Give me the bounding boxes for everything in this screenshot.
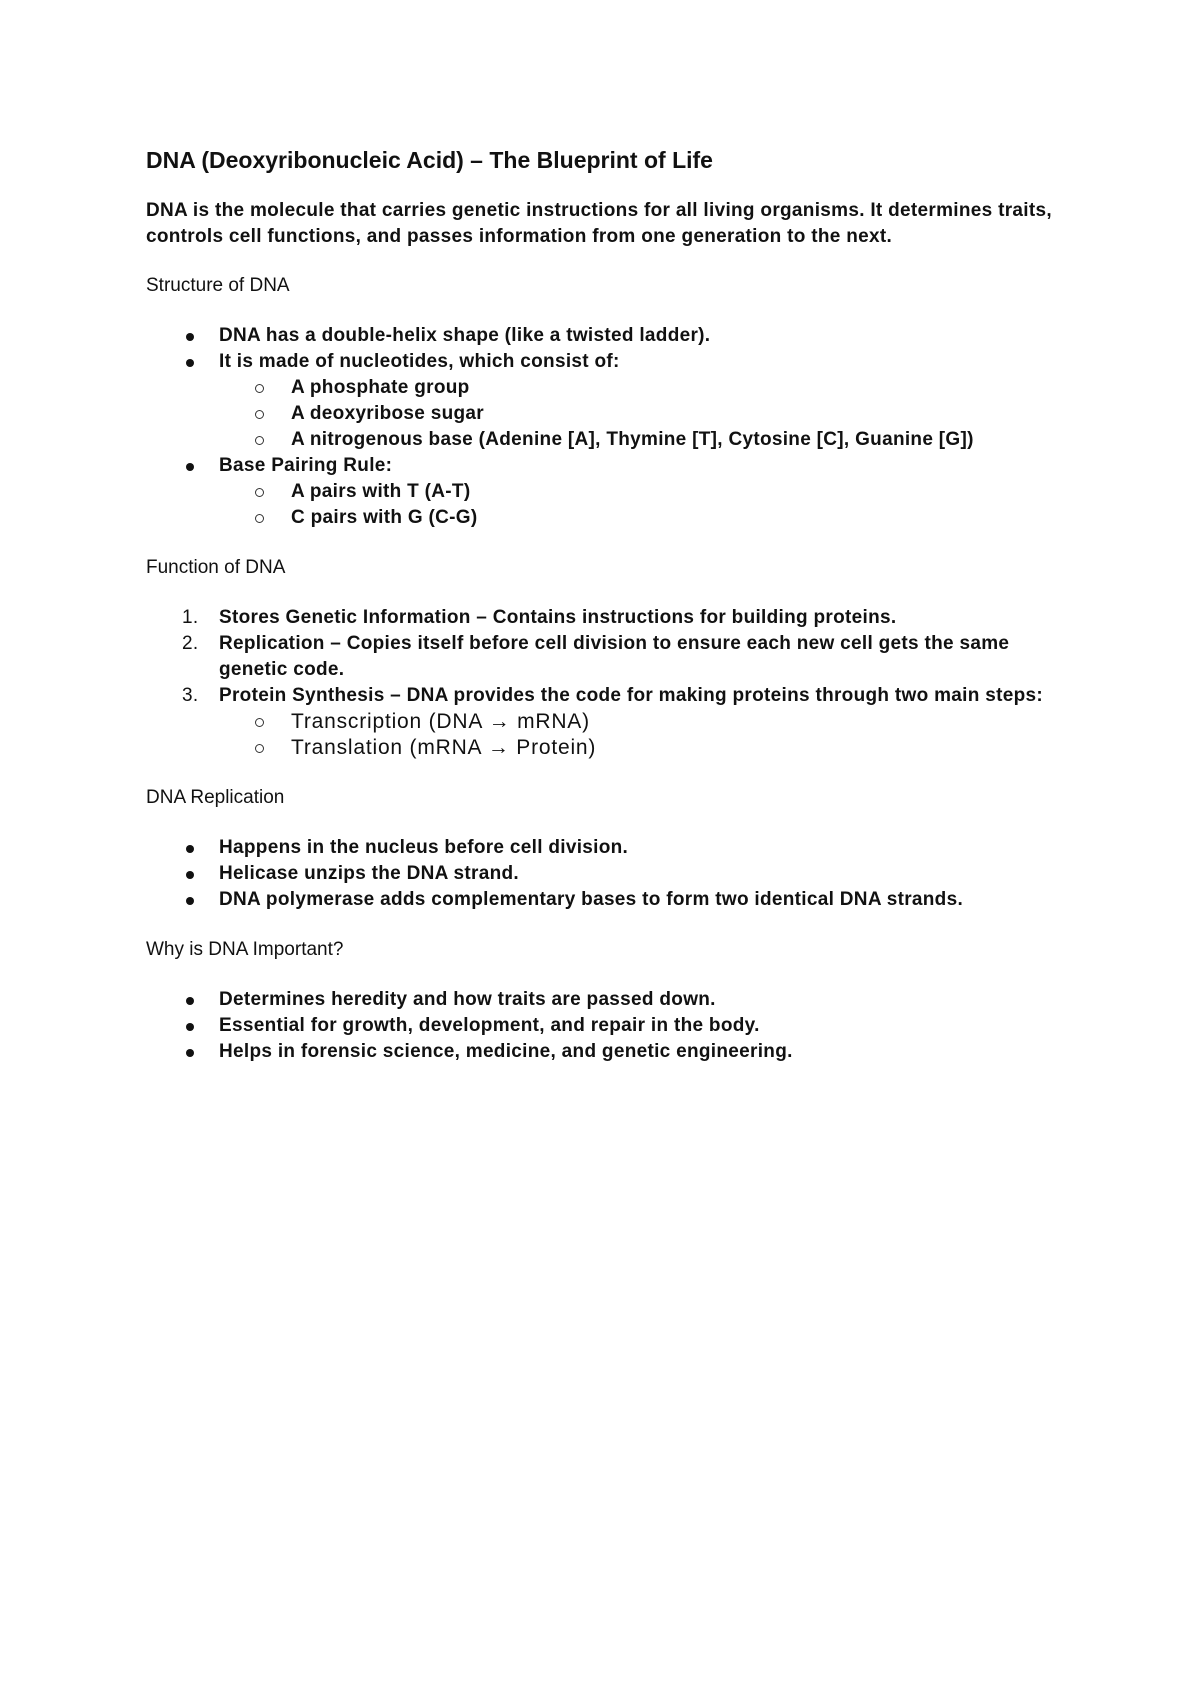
bullet-icon bbox=[186, 897, 194, 905]
bullet-icon bbox=[186, 359, 194, 367]
list-item-text: Determines heredity and how traits are passed down. bbox=[219, 989, 716, 1010]
circle-bullet-icon bbox=[255, 436, 264, 445]
importance-list bbox=[146, 987, 1076, 1065]
circle-bullet-icon bbox=[255, 514, 264, 523]
list-item bbox=[146, 631, 1076, 683]
list-item-text: Helicase unzips the DNA strand. bbox=[219, 863, 519, 884]
sub-list-item bbox=[291, 401, 1076, 427]
sub-list-item bbox=[291, 427, 1076, 453]
bullet-icon bbox=[186, 871, 194, 879]
circle-bullet-icon bbox=[255, 410, 264, 419]
list-item bbox=[146, 453, 1076, 531]
bullet-icon bbox=[186, 1049, 194, 1057]
list-item-text: Helps in forensic science, medicine, and genetic engineering. bbox=[219, 1041, 793, 1062]
sub-list-item-text: A pairs with T (A-T) bbox=[291, 481, 471, 502]
sub-list-item-text: C pairs with G (C-G) bbox=[291, 507, 478, 528]
list-item bbox=[146, 683, 1076, 761]
bullet-icon bbox=[186, 463, 194, 471]
intro-paragraph: DNA is the molecule that carries genetic instructions for all living organisms. It determines traits, controls cell functions, and passes information from one generation to the next. bbox=[146, 200, 1052, 247]
list-number: 2. bbox=[182, 633, 199, 654]
function-heading: Function of DNA bbox=[146, 557, 286, 578]
list-item-text: Replication – Copies itself before cell division to ensure each new cell gets the same genetic code. bbox=[219, 633, 1010, 680]
bullet-icon bbox=[186, 845, 194, 853]
sub-list-item bbox=[291, 709, 1076, 735]
list-item bbox=[146, 887, 1076, 913]
list-number: 3. bbox=[182, 685, 199, 706]
circle-bullet-icon bbox=[255, 488, 264, 497]
sub-list-item-text: A phosphate group bbox=[291, 377, 470, 398]
list-item-text: DNA has a double-helix shape (like a twisted ladder). bbox=[219, 325, 711, 346]
list-number: 1. bbox=[182, 607, 199, 628]
bullet-icon bbox=[186, 333, 194, 341]
sub-list-item bbox=[291, 505, 1076, 531]
list-item-text: Essential for growth, development, and repair in the body. bbox=[219, 1015, 760, 1036]
bullet-icon bbox=[186, 997, 194, 1005]
list-item bbox=[146, 835, 1076, 861]
sub-list-item-text: A deoxyribose sugar bbox=[291, 403, 484, 424]
list-item bbox=[146, 605, 1076, 631]
sub-list bbox=[219, 375, 1076, 453]
circle-bullet-icon bbox=[255, 718, 264, 727]
list-item-text: It is made of nucleotides, which consist of: bbox=[219, 351, 620, 372]
bullet-icon bbox=[186, 1023, 194, 1031]
sub-list-item bbox=[291, 479, 1076, 505]
replication-heading: DNA Replication bbox=[146, 787, 285, 808]
list-item bbox=[146, 1013, 1076, 1039]
function-list bbox=[146, 605, 1076, 761]
circle-bullet-icon bbox=[255, 744, 264, 753]
list-item-text: DNA polymerase adds complementary bases to form two identical DNA strands. bbox=[219, 889, 964, 910]
list-item bbox=[146, 861, 1076, 887]
sub-list bbox=[219, 709, 1076, 761]
structure-heading: Structure of DNA bbox=[146, 275, 290, 296]
list-item bbox=[146, 1039, 1076, 1065]
sub-list-item-text: A nitrogenous base (Adenine [A], Thymine [T], Cytosine [C], Guanine [G]) bbox=[291, 429, 974, 450]
sub-list-item-text: Transcription (DNA → mRNA) bbox=[291, 710, 590, 733]
document-title: DNA (Deoxyribonucleic Acid) – The Blueprint of Life bbox=[146, 147, 713, 173]
list-item bbox=[146, 349, 1076, 453]
list-item-text: Base Pairing Rule: bbox=[219, 455, 393, 476]
replication-list bbox=[146, 835, 1076, 913]
sub-list bbox=[219, 479, 1076, 531]
structure-list bbox=[146, 323, 1076, 531]
circle-bullet-icon bbox=[255, 384, 264, 393]
sub-list-item bbox=[291, 735, 1076, 761]
sub-list-item bbox=[291, 375, 1076, 401]
sub-list-item-text: Translation (mRNA → Protein) bbox=[291, 736, 597, 759]
list-item bbox=[146, 323, 1076, 349]
importance-heading: Why is DNA Important? bbox=[146, 939, 344, 960]
document-page bbox=[146, 144, 1076, 1089]
list-item-text: Happens in the nucleus before cell division. bbox=[219, 837, 629, 858]
list-item-text: Protein Synthesis – DNA provides the code for making proteins through two main steps: bbox=[219, 685, 1043, 706]
list-item-text: Stores Genetic Information – Contains instructions for building proteins. bbox=[219, 607, 897, 628]
list-item bbox=[146, 987, 1076, 1013]
